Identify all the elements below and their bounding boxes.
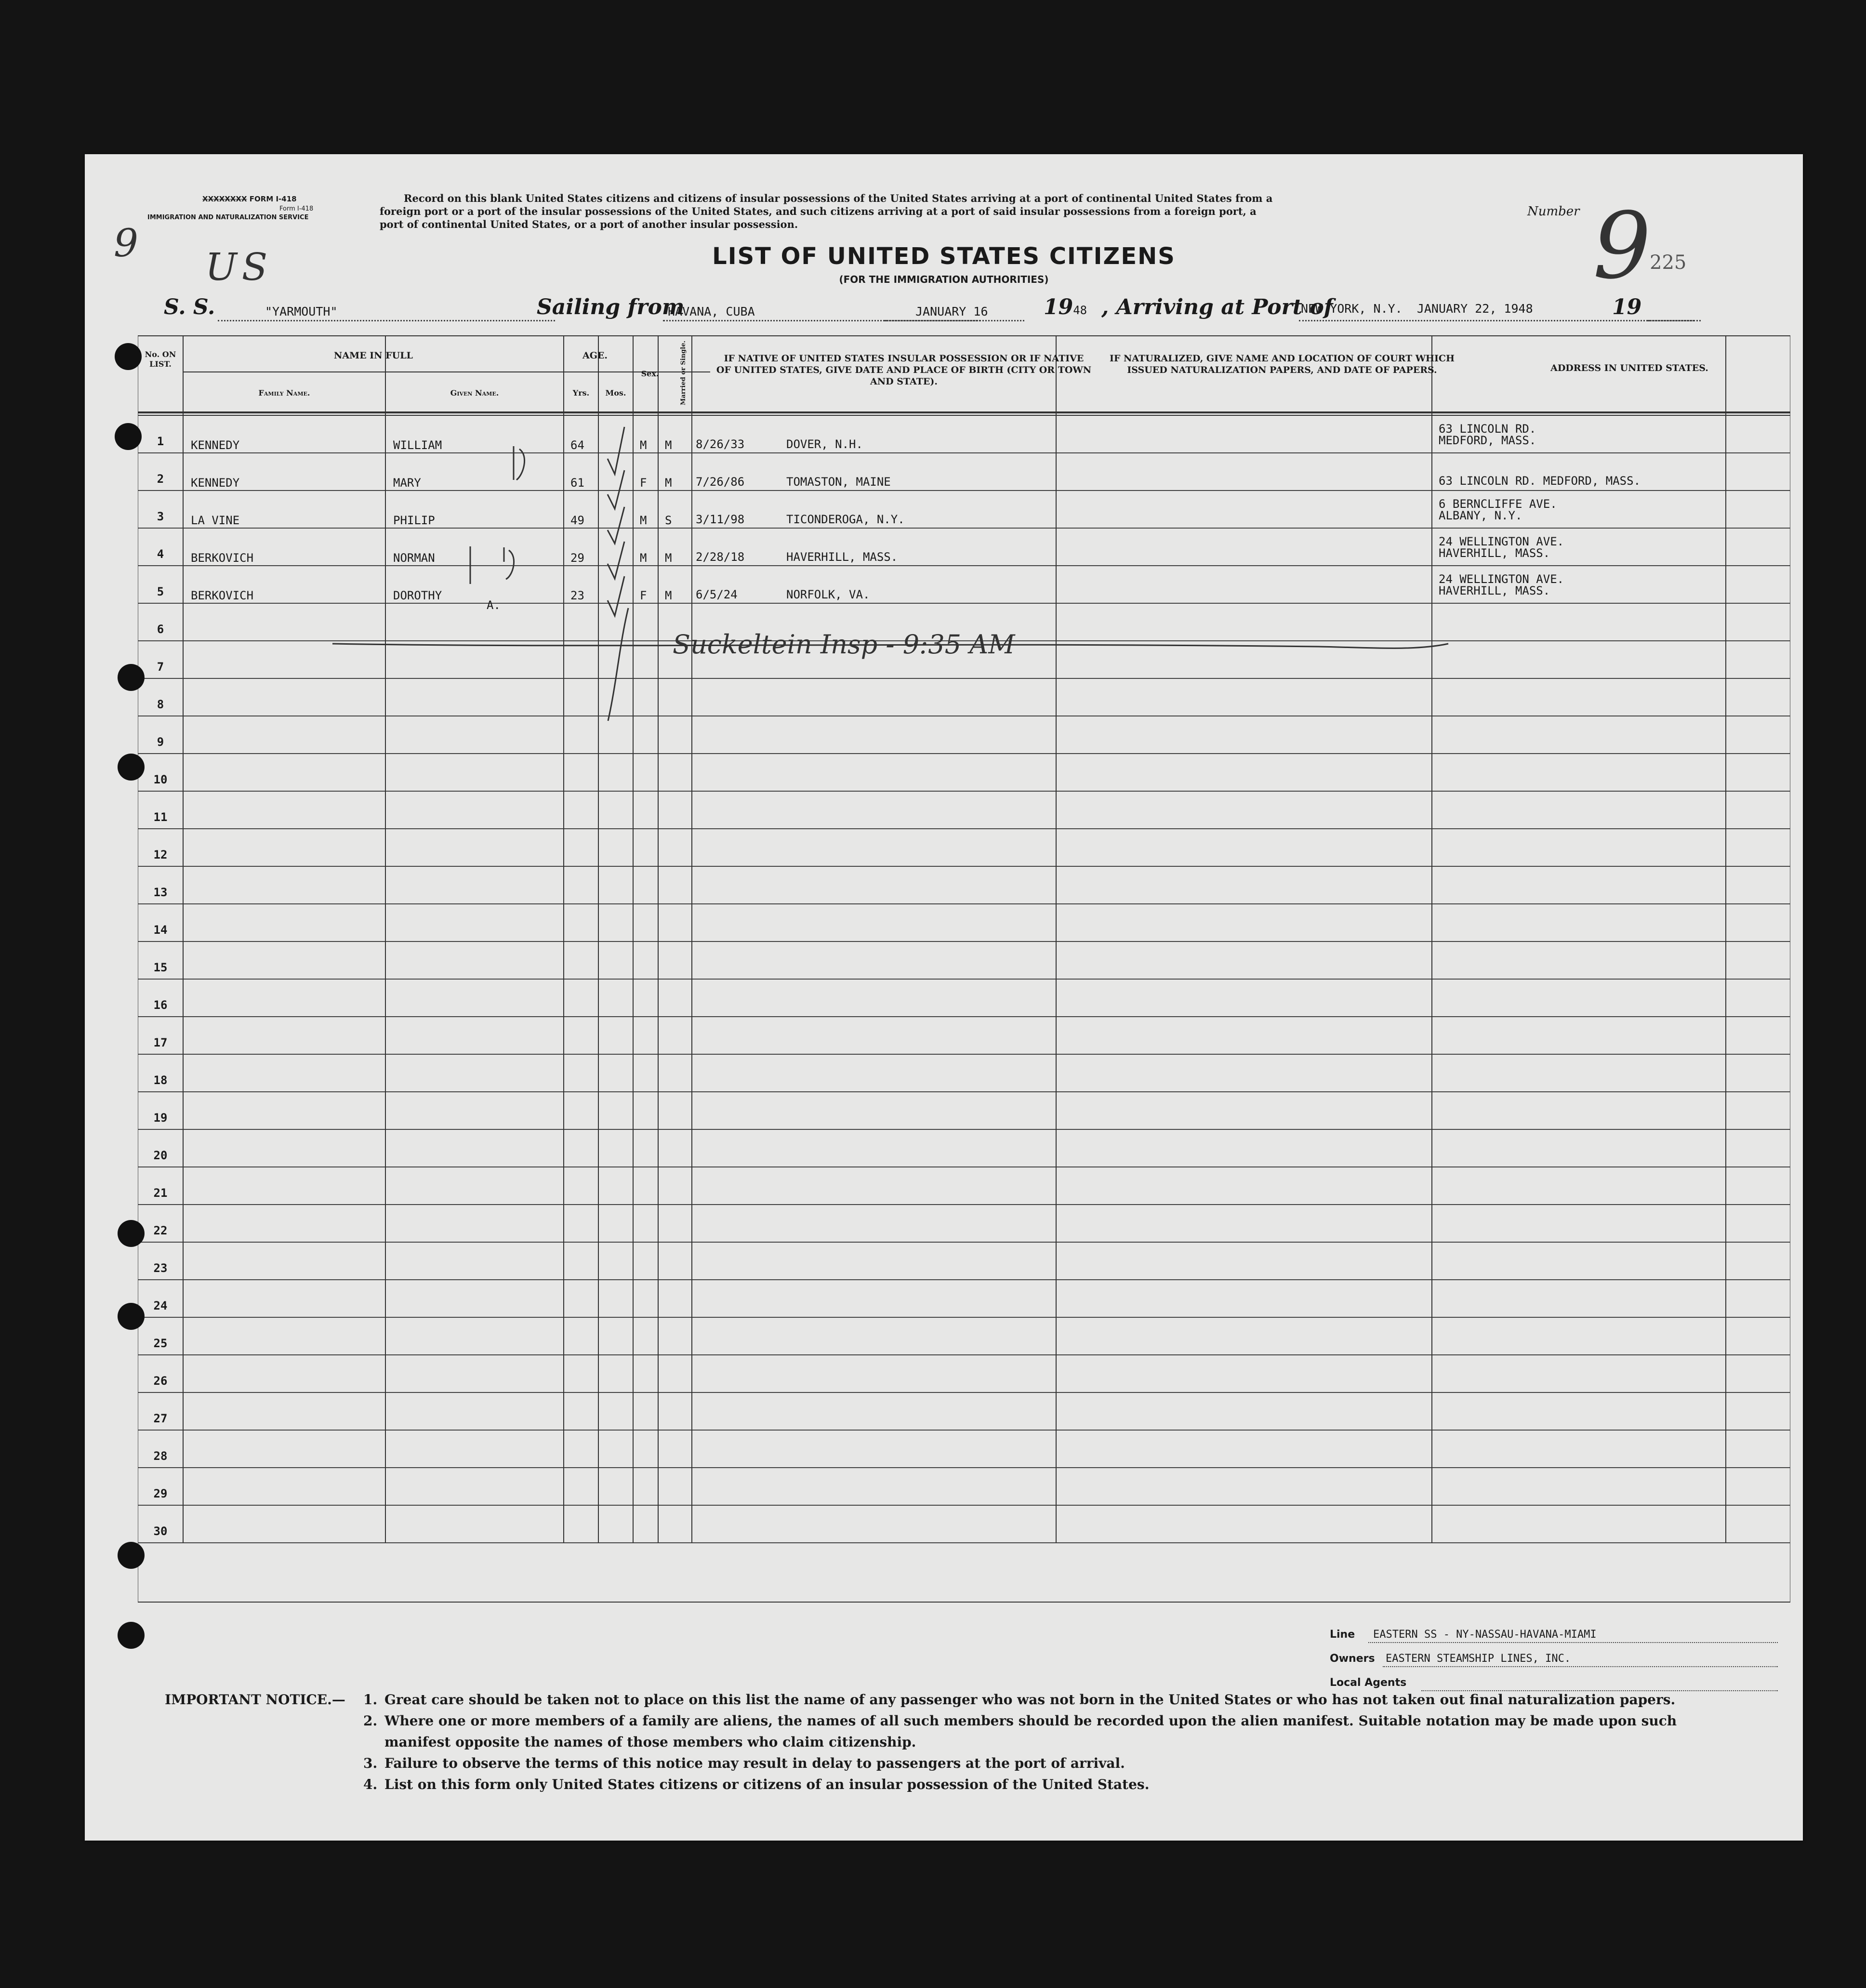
row-number: 26 — [153, 1374, 168, 1388]
birth-place: DOVER, N.H. — [786, 437, 863, 451]
row-number: 1 — [157, 435, 164, 448]
col-header-yrs: Yrs. — [572, 388, 590, 398]
punch-hole — [115, 423, 142, 450]
checkmark-icon — [608, 507, 624, 543]
marital-status: M — [665, 476, 672, 490]
checkmark-icon — [608, 427, 624, 474]
notice-item-text: manifest opposite the names of those members who claim citizenship. — [384, 1734, 916, 1750]
form-id-small: Form I-418 — [279, 205, 314, 212]
row-number: 24 — [153, 1299, 168, 1312]
bracket-mark-icon — [514, 446, 525, 480]
ss-label: S. S. — [164, 295, 215, 319]
marital-status: M — [665, 551, 672, 565]
row-number: 15 — [153, 961, 168, 974]
family-name: BERKOVICH — [191, 589, 254, 602]
initial-mark: A. — [487, 598, 501, 612]
long-checkmark-icon — [608, 608, 628, 721]
row-number: 23 — [153, 1261, 168, 1275]
row-number: 12 — [153, 848, 168, 861]
address-line-1: 24 WELLINGTON AVE. — [1439, 572, 1564, 586]
page-subtitle: (FOR THE IMMIGRATION AUTHORITIES) — [839, 274, 1049, 285]
notice-item-number: 3. — [363, 1755, 378, 1771]
arrival-year: 19 — [1612, 295, 1642, 319]
manifest-sheet — [85, 154, 1803, 1841]
given-name: WILLIAM — [393, 438, 442, 452]
age-years: 61 — [570, 476, 584, 490]
birth-place: NORFOLK, VA. — [786, 588, 870, 601]
ship-name: "YARMOUTH" — [265, 305, 338, 318]
notice-heading: IMPORTANT NOTICE.— — [165, 1692, 345, 1708]
family-name: BERKOVICH — [191, 551, 254, 565]
col-header-married: Married or Single. — [680, 341, 687, 405]
line-field: Line EASTERN SS - NY-NASSAU-HAVANA-MIAMI — [1330, 1629, 1778, 1653]
number-label: Number — [1527, 204, 1580, 219]
number-stamp: 225 — [1650, 252, 1687, 274]
age-years: 64 — [570, 438, 584, 452]
row-number: 30 — [153, 1524, 168, 1538]
punch-hole — [118, 1542, 145, 1569]
address-line-1: 24 WELLINGTON AVE. — [1439, 535, 1564, 548]
margin-mark-nine: 9 — [114, 221, 138, 265]
row-number: 14 — [153, 923, 168, 937]
notice-item — [363, 1732, 1780, 1753]
address-line-1: 63 LINCOLN RD. MEDFORD, MASS. — [1439, 474, 1641, 488]
row-number: 3 — [157, 510, 164, 523]
birth-place: TOMASTON, MAINE — [786, 475, 891, 489]
arrival-underline — [1299, 320, 1694, 321]
sex: F — [640, 589, 647, 602]
given-name: PHILIP — [393, 514, 435, 527]
birth-place: TICONDEROGA, N.Y. — [786, 513, 905, 526]
record-instructions: Record on this blank United States citizens and citizens of insular possessions of the United States arriving at a port of continental United States from a foreign port or a port of the insular possessions of the United States, and such citizens arriving at a port of said insular possessions from a foreign port, a port of continental United States, or a port of another insular possession. — [380, 192, 1273, 230]
sex: M — [640, 514, 647, 527]
birth-date: 8/26/33 — [696, 437, 745, 451]
row-number: 20 — [153, 1149, 168, 1162]
notice-item-number — [363, 1732, 384, 1753]
margin-mark-us: US — [205, 246, 273, 289]
row-number: 16 — [153, 998, 168, 1012]
form-id: XXXXXXXX FORM I-418 — [202, 195, 297, 203]
page-title: LIST OF UNITED STATES CITIZENS — [712, 243, 1176, 270]
row-number: 28 — [153, 1449, 168, 1463]
notice-item-text: Great care should be taken not to place on this list the name of any passenger who was not born in the United States or who has not taken out final naturalization papers. — [384, 1692, 1676, 1708]
sailing-label: Sailing from — [537, 295, 685, 319]
family-name: LA VINE — [191, 514, 240, 527]
owners-field: Owners EASTERN STEAMSHIP LINES, INC. — [1330, 1653, 1778, 1677]
marital-status: S — [665, 514, 672, 527]
sailing-from: HAVANA, CUBA — [668, 305, 755, 318]
family-name: KENNEDY — [191, 438, 240, 452]
family-name: KENNEDY — [191, 476, 240, 490]
checkmark-icon — [608, 542, 624, 579]
birth-date: 7/26/86 — [696, 475, 745, 489]
given-name: MARY — [393, 476, 421, 490]
row-number: 29 — [153, 1487, 168, 1500]
punch-hole — [118, 754, 145, 781]
sex: F — [640, 476, 647, 490]
age-years: 23 — [570, 589, 584, 602]
notice-item-number: 4. — [363, 1776, 378, 1792]
row-number: 13 — [153, 886, 168, 899]
notice-item-number: 1. — [363, 1692, 378, 1708]
row-number: 21 — [153, 1186, 168, 1200]
row-number: 8 — [157, 698, 164, 711]
given-name: NORMAN — [393, 551, 435, 565]
punch-hole — [115, 343, 142, 370]
row-number: 10 — [153, 773, 168, 786]
row-number: 22 — [153, 1224, 168, 1237]
bracket-mark-icon — [470, 546, 514, 584]
inspector-note: Suckeltein Insp - 9:35 AM — [673, 629, 1015, 660]
col-header-naturalized: IF NATURALIZED, GIVE NAME AND LOCATION OF COURT WHICH ISSUED NATURALIZATION PAPERS, AND DATE OF PAPERS. — [1110, 353, 1455, 375]
birth-date: 6/5/24 — [696, 588, 738, 601]
notice-item — [363, 1753, 1780, 1774]
year-prefix: 1948 — [1044, 295, 1087, 319]
checkmark-icon — [608, 470, 624, 509]
row-number: 5 — [157, 585, 164, 598]
notice-item — [363, 1710, 1780, 1732]
punch-hole — [118, 1303, 145, 1330]
row-number: 7 — [157, 660, 164, 674]
notice-item — [363, 1689, 1780, 1710]
arriving-label: , Arriving at Port of — [1101, 295, 1333, 319]
row-number: 27 — [153, 1412, 168, 1425]
row-number: 17 — [153, 1036, 168, 1049]
notice-item-number: 2. — [363, 1713, 378, 1729]
col-header-no: No. ON LIST. — [145, 350, 176, 369]
age-years: 49 — [570, 514, 584, 527]
notice-item — [363, 1774, 1780, 1795]
agents-field: Local Agents — [1330, 1677, 1778, 1701]
birth-date: 2/28/18 — [696, 550, 745, 564]
col-header-given-name: Given Name. — [450, 388, 499, 398]
address-line-1: 6 BERNCLIFFE AVE. — [1439, 497, 1557, 511]
col-header-address: ADDRESS IN UNITED STATES. — [1550, 363, 1708, 373]
col-header-family-name: Family Name. — [258, 388, 310, 398]
row-number: 19 — [153, 1111, 168, 1125]
notice-item-text: Where one or more members of a family are aliens, the names of all such members should be recorded upon the alien manifest. Suitable notation may be made upon such — [384, 1713, 1677, 1729]
col-header-native: IF NATIVE OF UNITED STATES INSULAR POSSESSION OR IF NATIVE OF UNITED STATES, GIVE DATE AND PLACE OF BIRTH (CITY OR TOWN AND STATE). — [716, 353, 1092, 387]
punch-hole — [118, 1220, 145, 1247]
address-line-2: ALBANY, N.Y. — [1439, 509, 1522, 522]
col-header-age: AGE. — [582, 350, 608, 361]
arrival-port: NEW YORK, N.Y. JANUARY 22, 1948 — [1301, 302, 1533, 316]
service-name: IMMIGRATION AND NATURALIZATION SERVICE — [147, 214, 309, 221]
row-number: 25 — [153, 1337, 168, 1350]
ship-underline — [218, 320, 555, 321]
year-suffix: 48 — [1073, 304, 1087, 317]
arrival-year-underline — [1648, 320, 1701, 321]
address-line-2: HAVERHILL, MASS. — [1439, 546, 1550, 560]
marital-status: M — [665, 438, 672, 452]
row-number: 4 — [157, 547, 164, 561]
passenger-table — [138, 335, 1790, 1603]
birth-place: HAVERHILL, MASS. — [786, 550, 898, 564]
row-number: 18 — [153, 1074, 168, 1087]
date-underline — [885, 320, 1024, 321]
col-header-name-in-full: NAME IN FULL — [334, 350, 413, 361]
sailing-date: JANUARY 16 — [915, 305, 988, 318]
row-number: 6 — [157, 623, 164, 636]
col-header-mos: Mos. — [605, 388, 626, 398]
row-number: 11 — [153, 810, 168, 824]
row-number: 2 — [157, 472, 164, 486]
address-line-1: 63 LINCOLN RD. — [1439, 422, 1536, 436]
notice-item-text: List on this form only United States citizens or citizens of an insular possession of the United States. — [384, 1776, 1150, 1792]
address-line-2: HAVERHILL, MASS. — [1439, 584, 1550, 597]
notice-item-text: Failure to observe the terms of this notice may result in delay to passengers at the port of arrival. — [384, 1755, 1125, 1771]
given-name: DOROTHY — [393, 589, 442, 602]
sex: M — [640, 551, 647, 565]
age-years: 29 — [570, 551, 584, 565]
punch-hole — [118, 1622, 145, 1649]
number-handwritten: 9 — [1593, 193, 1651, 299]
col-header-sex: Sex. — [641, 369, 659, 378]
address-line-2: MEDFORD, MASS. — [1439, 434, 1536, 447]
birth-date: 3/11/98 — [696, 513, 745, 526]
sex: M — [640, 438, 647, 452]
handwritten-marks — [138, 335, 1790, 1603]
row-number: 9 — [157, 735, 164, 749]
checkmark-icon — [608, 576, 624, 616]
marital-status: M — [665, 589, 672, 602]
punch-hole — [118, 664, 145, 691]
